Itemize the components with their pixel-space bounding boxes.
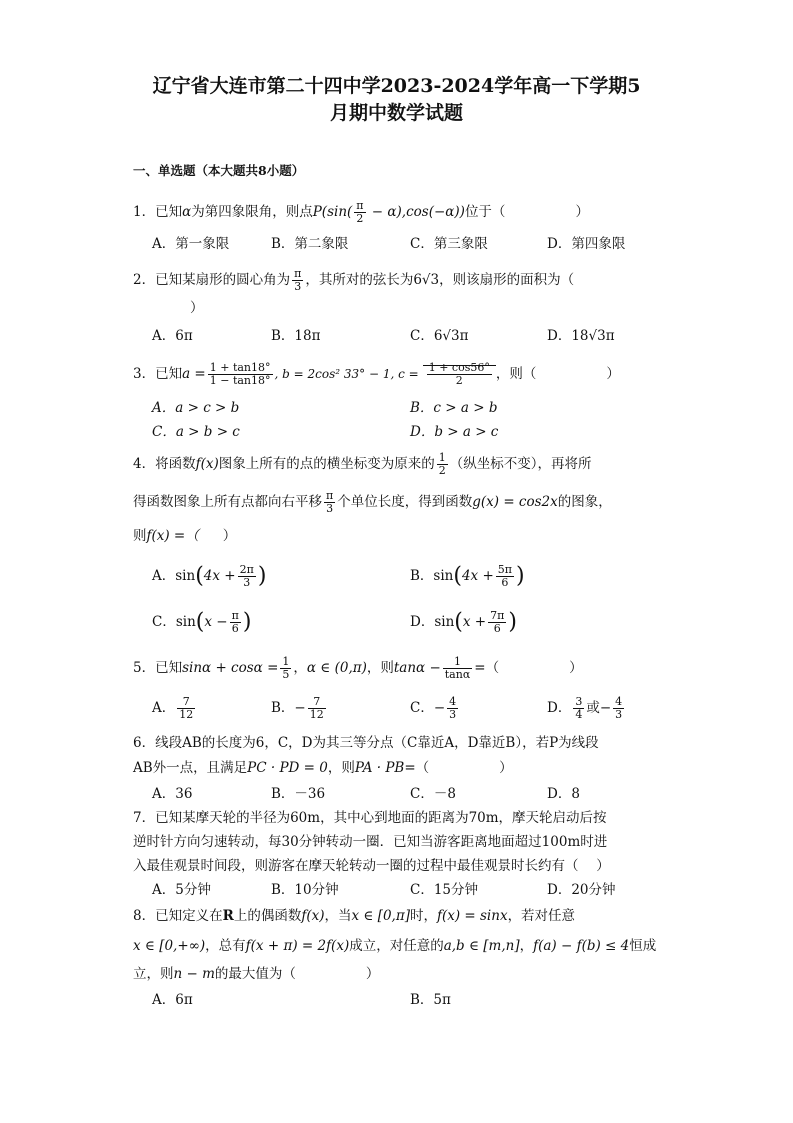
q4-gx: g(x) = cos2x bbox=[472, 494, 558, 510]
q4-line3-a: 则 bbox=[133, 528, 147, 544]
q8-definition: f(x) = sinx bbox=[436, 908, 508, 924]
q6-line2-e: =（ bbox=[404, 760, 430, 776]
q4-option-d: D．sin(x + $\frac{7\pi}{6}$ ) bbox=[410, 609, 517, 635]
q8-inequality: f(a) − f(b) ≤ 4 bbox=[533, 938, 630, 954]
question-7-line3: 入最佳观景时间段，则游客在摩天轮转动一圈的过程中最佳观景时长约有（ ） bbox=[133, 858, 610, 874]
q1-option-b: B．第二象限 bbox=[271, 236, 349, 252]
q4-option-c: C．sin(x − $\frac{\pi}{6}$ ) bbox=[152, 609, 252, 635]
q8-line1-b: 上的偶函数 bbox=[233, 908, 302, 924]
question-8-line3 bbox=[133, 964, 379, 984]
q4-line3-b: f(x) =（ bbox=[146, 528, 199, 544]
q2-stem-b: ，其所对的弦长为 bbox=[305, 272, 414, 288]
q4-line2-c: 的图象， bbox=[557, 494, 612, 510]
q2-close-paren: ） bbox=[190, 300, 204, 316]
q4-line2-a: 得函数图象上所有点都向右平移 bbox=[133, 494, 322, 510]
q8-line2-d: ， bbox=[519, 938, 534, 954]
q5-stem: 5．已知 bbox=[133, 660, 183, 676]
q5-stem-b: ， bbox=[293, 660, 307, 676]
q5-frac2: $\frac{1}{\tan\alpha}$ bbox=[444, 655, 471, 681]
q5-option-a: A． $\frac{7}{12}$ bbox=[152, 695, 194, 721]
q4-text: 4．将函数 bbox=[133, 456, 196, 472]
q4-fx: f(x) bbox=[195, 456, 219, 472]
q8-line1-c: ，当 bbox=[324, 908, 352, 924]
q8-fx: f(x) bbox=[301, 908, 325, 924]
q2-option-a: A．6π bbox=[152, 328, 193, 344]
q1-alpha: α bbox=[182, 204, 192, 220]
q3-b-expr: , b = 2cos² 33° − 1, c = bbox=[274, 367, 419, 381]
q1-stem: 1．已知 bbox=[133, 204, 183, 220]
q6-line2-f: ） bbox=[499, 760, 513, 776]
q3-stem-c: ） bbox=[606, 366, 620, 382]
q3-option-a: A．a > c > b bbox=[152, 400, 240, 416]
q8-real-set: R bbox=[222, 908, 234, 924]
question-8-line1 bbox=[133, 906, 575, 926]
q8-domain: x ∈ [0,π] bbox=[351, 908, 410, 924]
q6-vector-product: PA · PB bbox=[354, 760, 405, 776]
q6-line2-c: ，则 bbox=[327, 760, 355, 776]
q6-option-b: B．－36 bbox=[271, 786, 326, 802]
q5-stem-c: ，则 bbox=[366, 660, 394, 676]
q1-stem-c: 位于（ bbox=[464, 204, 506, 220]
q8-line1-d: 时， bbox=[409, 908, 437, 924]
q6-line2-a: AB外一点，且满足 bbox=[133, 760, 248, 776]
question-4-line1 bbox=[133, 452, 592, 477]
q2-chord: 6√3 bbox=[413, 272, 440, 288]
question-4-line2 bbox=[133, 490, 612, 515]
q1-point: P(sin( bbox=[312, 204, 353, 220]
q8-line3-b: 的最大值为（ bbox=[214, 966, 296, 982]
question-6-line1: 6．线段AB的长度为6，C，D为其三等分点（C靠近A，D靠近B），若P为线段 bbox=[133, 735, 599, 751]
q4-line3-c: ） bbox=[222, 528, 237, 544]
question-7-line1: 7．已知某摩天轮的半径为60m，其中心到地面的距离为70m，摩天轮启动后按 bbox=[133, 810, 607, 826]
q5-stem-e: ） bbox=[569, 660, 583, 676]
q4-shift: $\frac{\pi}{3}$ bbox=[326, 489, 334, 515]
q7-option-c: C．15分钟 bbox=[410, 882, 479, 898]
question-5 bbox=[133, 656, 583, 681]
q4-line2-b: 个单位长度，得到函数 bbox=[337, 494, 473, 510]
q2-stem-c: ，则该扇形的面积为（ bbox=[439, 272, 575, 288]
q1-stem-d: ） bbox=[575, 204, 589, 220]
q1-fraction: $\frac{\pi}{2}$ bbox=[356, 199, 364, 225]
question-8-line2 bbox=[133, 936, 656, 956]
q5-option-c: C．− $\frac{4}{3}$ bbox=[410, 695, 457, 721]
q3-option-c: C．a > b > c bbox=[152, 424, 240, 440]
q4-text-b: 图象上所有的点的横坐标变为原来的 bbox=[218, 456, 435, 472]
q2-option-b: B．18π bbox=[271, 328, 321, 344]
q2-option-d: D．18√3π bbox=[547, 328, 615, 344]
question-1 bbox=[133, 200, 589, 225]
q1-option-a: A．第一象限 bbox=[152, 236, 230, 252]
section-heading: 一、单选题（本大题共8小题） bbox=[133, 163, 305, 178]
question-4-line3 bbox=[133, 526, 236, 546]
q5-expr2: tanα − bbox=[393, 660, 441, 676]
q8-line2-b: ，总有 bbox=[205, 938, 246, 954]
q5-range: α ∈ (0,π) bbox=[306, 660, 367, 676]
q5-option-d: D． $\frac{3}{4}$ 或− $\frac{4}{3}$ bbox=[547, 695, 623, 721]
question-3 bbox=[133, 362, 620, 387]
q4-half: $\frac{1}{2}$ bbox=[438, 451, 446, 477]
q3-stem: 3．已知 bbox=[133, 366, 183, 382]
q1-point-b: − α),cos(−α)) bbox=[367, 204, 465, 220]
page-title-line2: 月期中数学试题 bbox=[329, 102, 463, 124]
q7-option-b: B．10分钟 bbox=[271, 882, 339, 898]
q1-stem-b: 为第四象限角，则点 bbox=[191, 204, 313, 220]
q4-option-a: A．sin(4x + $\frac{2\pi}{3}$ ) bbox=[152, 563, 267, 589]
question-6-line2 bbox=[133, 758, 513, 778]
q8-n-minus-m: n − m bbox=[173, 966, 215, 982]
q8-interval: a,b ∈ [m,n] bbox=[443, 938, 520, 954]
q6-option-a: A．36 bbox=[152, 786, 193, 802]
q5-option-b: B．− $\frac{7}{12}$ bbox=[271, 695, 324, 721]
q8-line1-a: 8．已知定义在 bbox=[133, 908, 223, 924]
q3-a-lhs: a = bbox=[182, 366, 206, 382]
q8-line3-a: 立，则 bbox=[133, 966, 174, 982]
q6-option-c: C．－8 bbox=[410, 786, 456, 802]
q4-text-c: （纵坐标不变），再将所 bbox=[449, 456, 592, 472]
q3-c-sqrt: $\frac{1 + \cos 56^\circ}{2}$ bbox=[423, 365, 496, 382]
page-title-line1: 辽宁省大连市第二十四中学2023-2024学年高一下学期5 bbox=[152, 75, 641, 97]
q1-option-d: D．第四象限 bbox=[547, 236, 626, 252]
q1-option-c: C．第三象限 bbox=[410, 236, 488, 252]
q7-option-a: A．5分钟 bbox=[152, 882, 211, 898]
q2-fraction: $\frac{\pi}{3}$ bbox=[294, 267, 302, 293]
q8-option-b: B．5π bbox=[410, 992, 451, 1008]
q7-option-d: D．20分钟 bbox=[547, 882, 616, 898]
q3-stem-b: ，则（ bbox=[495, 366, 537, 382]
question-7-line2: 逆时针方向匀速转动，每30分钟转动一圈．已知当游客距离地面超过100m时进 bbox=[133, 834, 608, 850]
q2-option-c: C．6√3π bbox=[410, 328, 469, 344]
q8-option-a: A．6π bbox=[152, 992, 193, 1008]
q6-option-d: D．8 bbox=[547, 786, 580, 802]
question-2 bbox=[133, 268, 574, 293]
q8-line2-c: 成立，对任意的 bbox=[349, 938, 444, 954]
q3-option-d: D．b > a > c bbox=[410, 424, 499, 440]
q4-option-b: B．sin(4x + $\frac{5\pi}{6}$ ) bbox=[410, 563, 525, 589]
q8-line2-e: 恒成 bbox=[629, 938, 657, 954]
q8-line1-e: ，若对任意 bbox=[507, 908, 576, 924]
q5-stem-d: =（ bbox=[474, 660, 500, 676]
q2-stem: 2．已知某扇形的圆心角为 bbox=[133, 272, 291, 288]
q8-range: x ∈ [0,+∞) bbox=[133, 938, 206, 954]
q5-frac1: $\frac{1}{5}$ bbox=[282, 655, 290, 681]
q6-vector-eq: PC · PD = 0 bbox=[247, 760, 328, 776]
q8-line3-c: ） bbox=[365, 966, 380, 982]
q3-a-fraction: $\frac{1 + \tan 18^\circ}{1 - \tan 18^\circ}$ bbox=[209, 361, 271, 387]
q5-expr1: sinα + cosα = bbox=[182, 660, 279, 676]
q3-option-b: B．c > a > b bbox=[410, 400, 498, 416]
q8-functional-eq: f(x + π) = 2f(x) bbox=[245, 938, 350, 954]
